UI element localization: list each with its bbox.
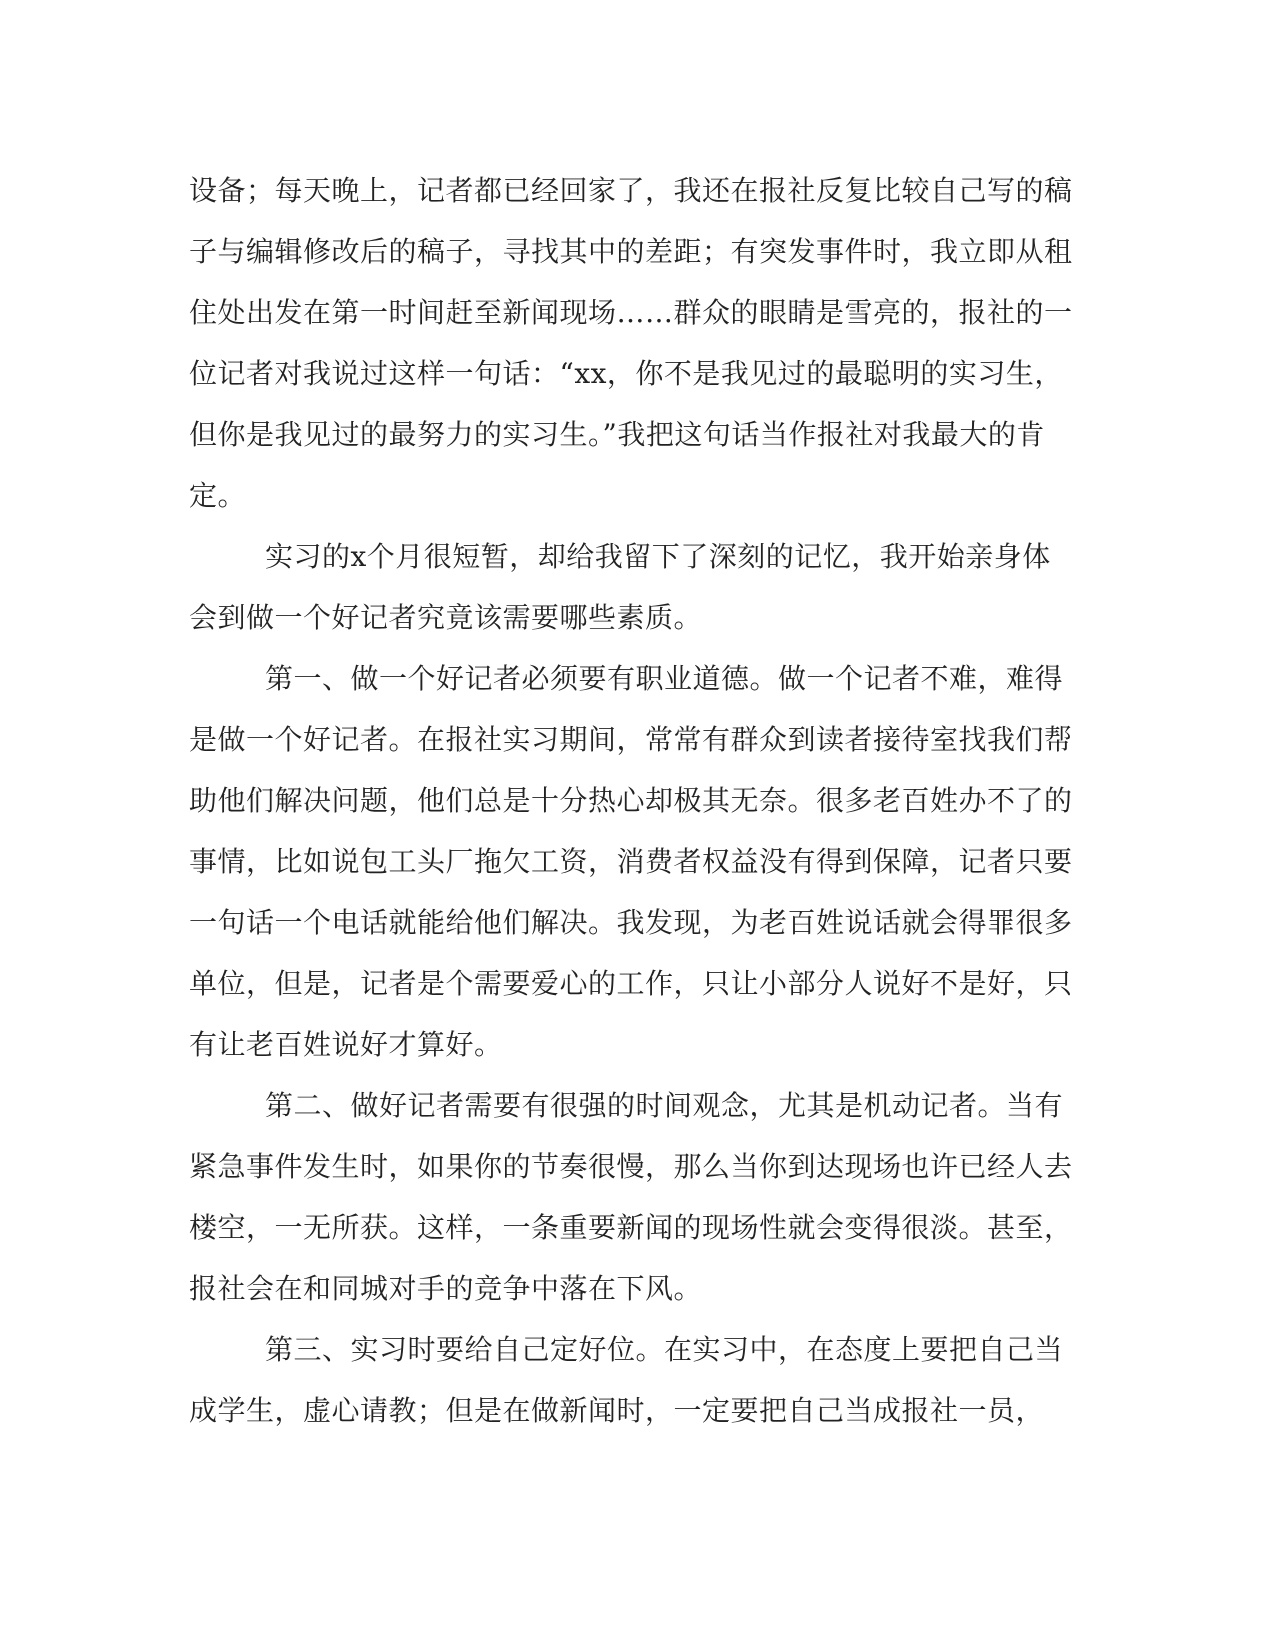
paragraph: 第二、做好记者需要有很强的时间观念，尤其是机动记者。当有紧急事件发生时，如果你的节奏很慢，那么当你到达现场也许已经人去楼空，一无所获。这样，一条重要新闻的现场性就会变得很淡。甚至，报社会在和同城对手的竞争中落在下风。 <box>189 1089 1073 1305</box>
paragraph: 第三、实习时要给自己定好位。在实习中，在态度上要把自己当成学生，虚心请教；但是在做新闻时，一定要把自己当成报社一员， <box>189 1333 1064 1427</box>
paragraph: 实习的x个月很短暂，却给我留下了深刻的记忆，我开始亲身体会到做一个好记者究竟该需要哪些素质。 <box>189 540 1051 634</box>
document-body <box>189 160 1079 1441</box>
paragraph: 第一、做一个好记者必须要有职业道德。做一个记者不难，难得是做一个好记者。在报社实习期间，常常有群众到读者接待室找我们帮助他们解决问题，他们总是十分热心却极其无奈。很多老百姓办不了的事情，比如说包工头厂拖欠工资，消费者权益没有得到保障，记者只要一句话一个电话就能给他们解决。我发现，为老百姓说话就会得罪很多单位，但是，记者是个需要爱心的工作，只让小部分人说好不是好，只有让老百姓说好才算好。 <box>189 662 1073 1061</box>
paragraph-continuation: 设备；每天晚上，记者都已经回家了，我还在报社反复比较自己写的稿子与编辑修改后的稿子，寻找其中的差距；有突发事件时，我立即从租住处出发在第一时间赶至新闻现场……群众的眼睛是雪亮的，报社的一位记者对我说过这样一句话：“xx，你不是我见过的最聪明的实习生，但你是我见过的最努力的实习生。”我把这句话当作报社对我最大的肯定。 <box>189 174 1073 512</box>
